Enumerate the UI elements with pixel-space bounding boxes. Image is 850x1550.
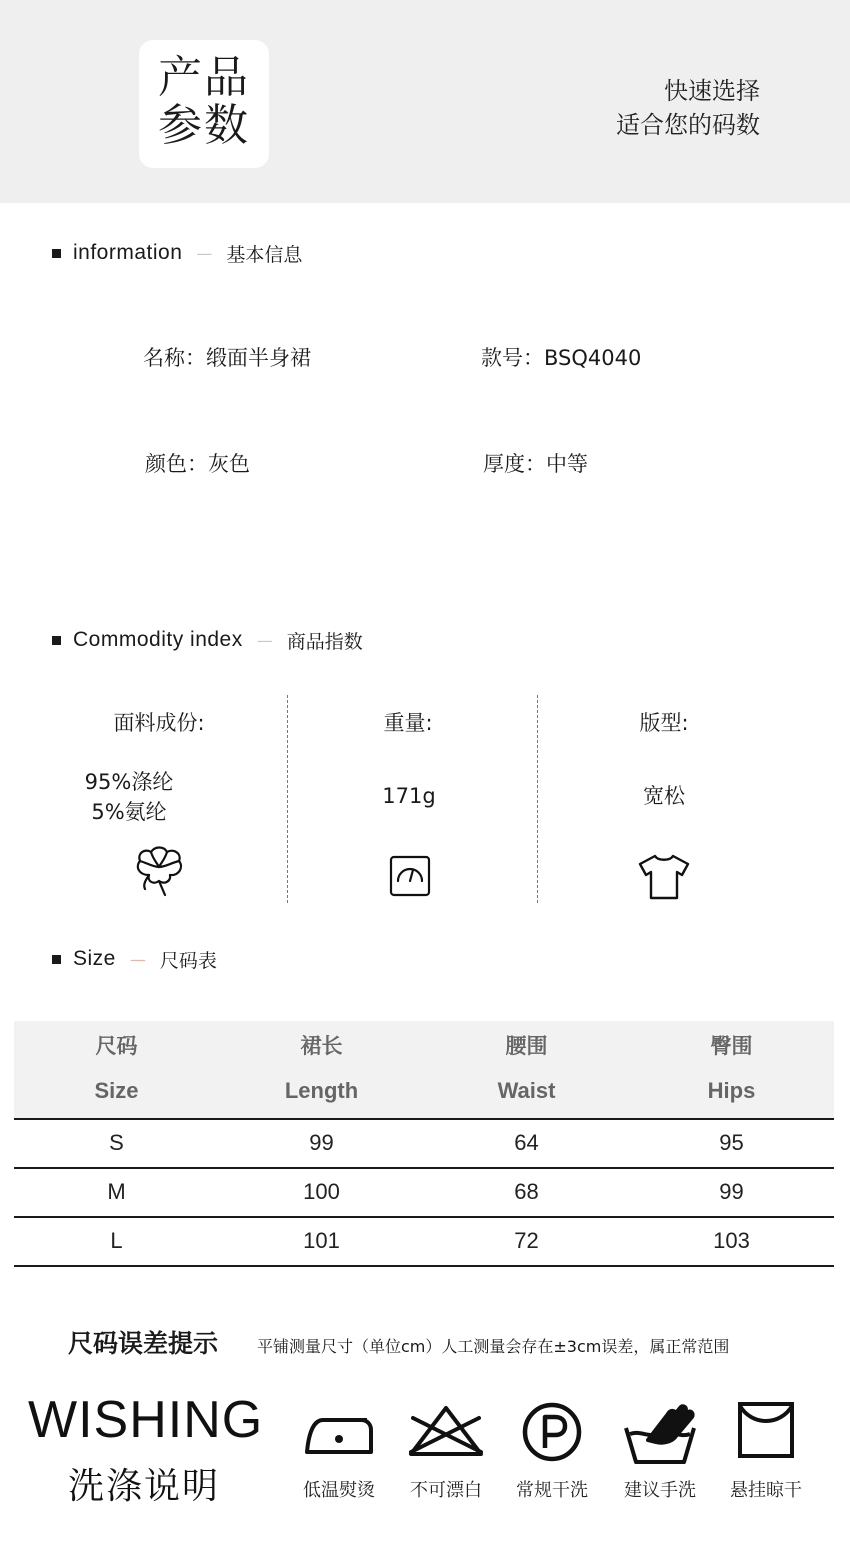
tolerance-note: 平铺测量尺寸（单位cm）人工测量会存在±3cm误差，属正常范围 bbox=[257, 1337, 730, 1356]
header-size-cn: 尺码 bbox=[95, 1034, 138, 1058]
section-header-size bbox=[52, 944, 217, 974]
header-waist-en: Waist bbox=[497, 1078, 556, 1103]
care-item-bleach bbox=[396, 1400, 496, 1501]
info-color: 颜色：灰色 bbox=[145, 452, 250, 476]
header-length-cn: 裙长 bbox=[300, 1034, 343, 1058]
brand-logo-text: WISHING bbox=[28, 1391, 264, 1449]
cell-size: M bbox=[107, 1179, 126, 1204]
wash-title: 洗涤说明 bbox=[68, 1466, 221, 1507]
low-temp-iron-icon bbox=[301, 1400, 377, 1460]
size-table-header bbox=[14, 1021, 834, 1119]
care-label: 不可漂白 bbox=[410, 1480, 482, 1501]
cell-hips: 95 bbox=[719, 1130, 744, 1155]
title-box bbox=[139, 40, 269, 168]
care-label: 建议手洗 bbox=[624, 1480, 696, 1501]
care-label: 常规干洗 bbox=[516, 1480, 588, 1501]
care-label: 低温熨烫 bbox=[303, 1480, 375, 1501]
table-row bbox=[14, 1218, 834, 1267]
fabric-label: 面料成份: bbox=[113, 711, 205, 735]
commodity-fabric bbox=[34, 695, 284, 903]
section-en-title: Commodity index bbox=[73, 628, 243, 651]
bullet-square bbox=[52, 955, 61, 964]
weight-value: 171g bbox=[382, 784, 436, 808]
cell-hips: 99 bbox=[719, 1179, 744, 1204]
section-dash: — bbox=[256, 630, 273, 650]
fit-value: 宽松 bbox=[643, 784, 685, 808]
fabric-value-1: 95%涤纶 bbox=[84, 770, 174, 794]
section-header-commodity bbox=[52, 625, 363, 655]
fit-label: 版型: bbox=[639, 711, 689, 735]
dry-clean-icon bbox=[520, 1400, 584, 1464]
care-item-dryclean bbox=[502, 1400, 602, 1501]
cell-length: 99 bbox=[309, 1130, 334, 1155]
cell-length: 100 bbox=[303, 1179, 340, 1204]
info-name: 名称：缎面半身裙 bbox=[143, 346, 311, 370]
hang-dry-icon bbox=[736, 1400, 796, 1460]
cell-length: 101 bbox=[303, 1228, 340, 1253]
header-hips-en: Hips bbox=[707, 1078, 756, 1103]
care-item-iron bbox=[289, 1400, 389, 1501]
weight-scale-icon bbox=[389, 855, 431, 901]
header-banner bbox=[0, 0, 850, 203]
commodity-fit bbox=[537, 695, 787, 903]
header-hips-cn: 臀围 bbox=[710, 1034, 753, 1058]
care-label: 悬挂晾干 bbox=[730, 1480, 802, 1501]
commodity-weight bbox=[287, 695, 537, 903]
care-item-hangdry bbox=[716, 1400, 816, 1501]
header-waist-cn: 腰围 bbox=[505, 1034, 548, 1058]
cell-hips: 103 bbox=[713, 1228, 750, 1253]
weight-label: 重量: bbox=[383, 711, 433, 735]
section-cn-title: 商品指数 bbox=[286, 630, 363, 653]
care-item-handwash bbox=[610, 1400, 710, 1501]
section-dash: — bbox=[196, 243, 213, 263]
tagline-line-2: 适合您的码数 bbox=[616, 111, 760, 139]
cell-waist: 72 bbox=[514, 1228, 539, 1253]
bullet-square bbox=[52, 249, 61, 258]
tolerance-title: 尺码误差提示 bbox=[68, 1329, 219, 1358]
bullet-square bbox=[52, 636, 61, 645]
info-thickness: 厚度：中等 bbox=[483, 452, 588, 476]
cell-size: S bbox=[109, 1130, 124, 1155]
table-rule bbox=[14, 1265, 834, 1267]
cell-waist: 68 bbox=[514, 1179, 539, 1204]
header-size-en: Size bbox=[94, 1078, 139, 1103]
cell-waist: 64 bbox=[514, 1130, 539, 1155]
title-line-2: 参数 bbox=[158, 100, 250, 151]
section-cn-title: 尺码表 bbox=[159, 949, 217, 972]
section-dash: — bbox=[129, 949, 146, 969]
cell-size: L bbox=[110, 1228, 123, 1253]
hand-wash-icon bbox=[622, 1400, 698, 1464]
header-length-en: Length bbox=[284, 1078, 359, 1103]
tshirt-icon bbox=[636, 853, 692, 905]
fabric-value-2: 5%氨纶 bbox=[91, 800, 167, 824]
no-bleach-icon bbox=[401, 1400, 491, 1460]
tagline-line-1: 快速选择 bbox=[664, 77, 760, 105]
section-header-information bbox=[52, 238, 302, 268]
info-model: 款号：BSQ4040 bbox=[481, 346, 642, 370]
table-row bbox=[14, 1169, 834, 1218]
table-row bbox=[14, 1120, 834, 1169]
title-line-1: 产品 bbox=[158, 52, 250, 103]
section-cn-title: 基本信息 bbox=[226, 243, 303, 266]
cotton-icon bbox=[131, 845, 187, 903]
section-en-title: Size bbox=[73, 947, 116, 970]
section-en-title: information bbox=[73, 241, 183, 264]
